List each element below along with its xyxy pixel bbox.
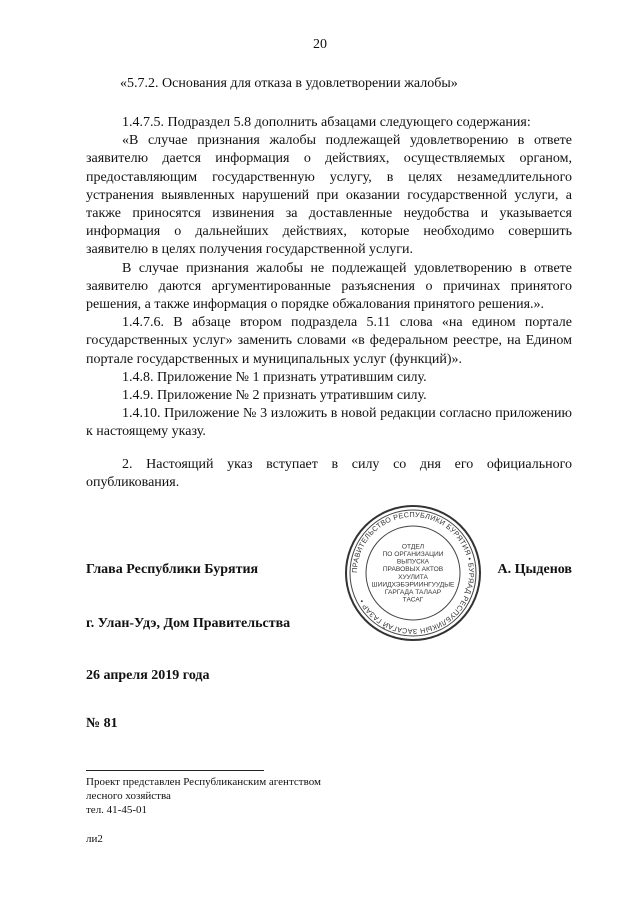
seal-ring-text: ПРАВИТЕЛЬСТВО РЕСПУБЛИКИ БУРЯТИЯ • БУРЯАД РЕСПУБЛИКЫН ЗАСАГАЙ ГАЗАР • (349, 509, 477, 637)
decree-number: № 81 (86, 716, 118, 731)
footnote-divider (86, 770, 264, 771)
paragraph: «В случае признания жалобы подлежащей удовлетворению в ответе заявителю дается информация о действиях, осуществляемых органом, предоставляющим государственную услугу, в целях незамедлительного устранения выявленных нарушений при оказании государственной услуги, а также приносятся извинения за доставленные неудобства и указывается информация о дальнейших действиях, которые необходимо совершить заявителю в целях получения государственной услуги. (86, 133, 572, 258)
signing-place: г. Улан-Удэ, Дом Правительства (86, 616, 291, 631)
document-body (86, 114, 572, 492)
page-number: 20 (313, 37, 327, 52)
paragraph: 1.4.7.6. В абзаце втором подраздела 5.11 слова «на едином портале государственных услуг» заменить словами «в федеральном реестре, на Едином портале государственных и муниципальных услуг (функций)». (86, 315, 572, 367)
seal-center-line: ПРАВОВЫХ АКТОВ (382, 566, 444, 574)
seal-center-line: ПО ОРГАНИЗАЦИИ (382, 551, 444, 558)
seal-center-line: ШИИДХЭБЭРИИНГУУДЫЕ (371, 581, 455, 589)
signatory-name: А. Цыденов (497, 562, 572, 577)
paragraph: 1.4.8. Приложение № 1 признать утратившим силу. (122, 369, 427, 385)
seal-center-line: ХУУЛИТА (398, 573, 428, 581)
seal-center-line: ВЫПУСКА (396, 558, 430, 566)
section-heading: «5.7.2. Основания для отказа в удовлетворении жалобы» (120, 76, 458, 91)
seal-center-line: ОТДЕЛ (401, 543, 425, 551)
paragraph: 1.4.10. Приложение № 3 изложить в новой редакции согласно приложению к настоящему указу. (86, 406, 572, 440)
document-code: ли2 (86, 833, 103, 845)
footnote-line: Проект представлен Республиканским агентством (86, 776, 321, 788)
paragraph: 2. Настоящий указ вступает в силу со дня его официального опубликования. (86, 456, 572, 490)
signatory-post: Глава Республики Бурятия (86, 562, 259, 577)
seal-center-line: ТАСАГ (402, 596, 424, 604)
signing-date: 26 апреля 2019 года (86, 668, 210, 683)
footnote-line: лесного хозяйства (86, 790, 171, 802)
paragraph: 1.4.7.5. Подраздел 5.8 дополнить абзацами следующего содержания: (122, 115, 531, 130)
footnote (86, 775, 321, 817)
seal-center-line: ГАРГАДА ТАЛААР (384, 589, 442, 596)
paragraph: В случае признания жалобы не подлежащей удовлетворению в ответе заявителю даются аргументированные разъяснения о причинах принятого решения, а также информация о порядке обжалования принятого решения.». (86, 260, 572, 313)
paragraph: 1.4.9. Приложение № 2 признать утратившим силу. (122, 388, 427, 404)
footnote-line: тел. 41-45-01 (86, 804, 148, 816)
official-seal (343, 503, 483, 643)
